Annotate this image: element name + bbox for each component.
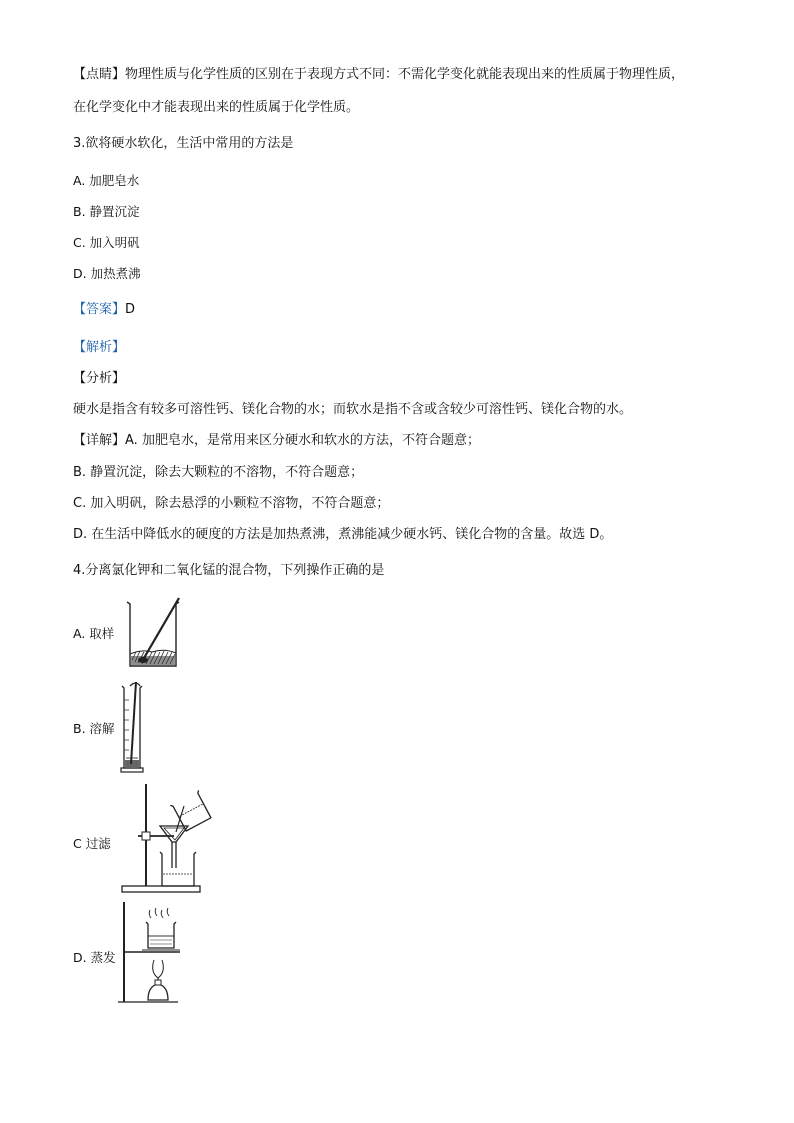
graduated-cylinder-icon (118, 680, 148, 774)
q3-option-c: C. 加入明矾 (73, 235, 140, 250)
tip-line-1: 【点睛】物理性质与化学性质的区别在于表现方式不同：不需化学变化就能表现出来的性质属于物理性质， (73, 67, 685, 82)
detail-line-a: 【详解】A. 加肥皂水，是常用来区分硬水和软水的方法，不符合题意； (73, 433, 480, 448)
tip-tag: 【点睛】 (73, 67, 126, 82)
filtration-apparatus-icon (120, 782, 216, 894)
detail-label: 【详解】 (73, 433, 126, 448)
q4-option-d-label: D. 蒸发 (73, 950, 116, 965)
q3-option-d: D. 加热煮沸 (73, 266, 141, 281)
analysis-tag: 【解析】 (73, 340, 126, 355)
q4-stem: 4.分离氯化钾和二氧化锰的混合物，下列操作正确的是 (73, 563, 385, 578)
evaporation-apparatus-icon (118, 900, 202, 1006)
q4-option-b-label: B. 溶解 (73, 721, 115, 736)
q4-option-a-label: A. 取样 (73, 626, 115, 641)
tip-line-2: 在化学变化中才能表现出来的性质属于化学性质。 (73, 100, 360, 115)
answer-value: D (125, 302, 136, 317)
detail-line-d: D. 在生活中降低水的硬度的方法是加热煮沸，煮沸能减少硬水钙、镁化合物的含量。故选 D。 (73, 527, 613, 542)
answer-line (73, 301, 135, 319)
beaker-spatula-icon (124, 594, 186, 670)
detail-line-c: C. 加入明矾，除去悬浮的小颗粒不溶物，不符合题意； (73, 496, 390, 511)
detail-line-b: B. 静置沉淀，除去大颗粒的不溶物，不符合题意； (73, 465, 364, 480)
q3-option-b: B. 静置沉淀 (73, 204, 140, 219)
fenxi-label: 【分析】 (73, 371, 126, 386)
q3-option-a: A. 加肥皂水 (73, 173, 140, 188)
fenxi-text: 硬水是指含有较多可溶性钙、镁化合物的水；而软水是指不含或含较少可溶性钙、镁化合物的水。 (73, 402, 633, 417)
q4-option-c-label: C 过滤 (73, 836, 111, 851)
q3-stem: 3.欲将硬水软化，生活中常用的方法是 (73, 136, 294, 151)
answer-tag: 【答案】 (73, 302, 126, 317)
